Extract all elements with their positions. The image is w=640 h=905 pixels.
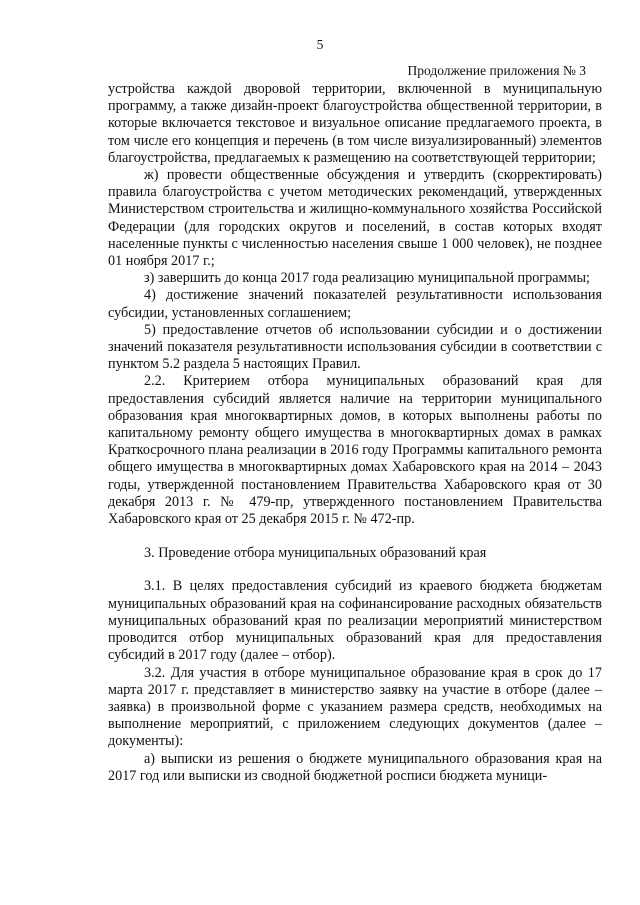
paragraph: 4) достижение значений показателей результативности использования субсидии, установленных соглашением; [108,287,602,321]
document-body [108,81,602,785]
paragraph: 3.2. Для участия в отборе муниципальное образование края в срок до 17 марта 2017 г. представляет в министерство заявку на участие в отборе (далее – заявка) в произвольной форме с указанием размера средств, необходимых на выполнение мероприятий, с приложением следующих документов (далее – документы): [108,664,602,750]
paragraph: 2.2. Критерием отбора муниципальных образований края для предоставления субсидий является наличие на территории муниципального образования края многоквартирных домов, в которых выполнены работы по капитальному ремонту общего имущества в многоквартирных домах в рамках Краткосрочного плана реализации в 2016 году Программы капитального ремонта общего имущества в многоквартирных домах Хабаровского края на 2014 – 2043 годы, утвержденной постановлением Правительства Хабаровского края от 30 декабря 2013 г. № 479-пр, утвержденного постановлением Правительства Хабаровского края от 25 декабря 2015 г. № 472-пр. [108,373,602,528]
paragraph: з) завершить до конца 2017 года реализацию муниципальной программы; [144,270,590,287]
paragraph: 3.1. В целях предоставления субсидий из краевого бюджета бюджетам муниципальных образований края на софинансирование расходных обязательств муниципальных образований края по реализации мероприятий министерством проводится отбор муниципальных образований края для предоставления субсидий в 2017 году (далее – отбор). [108,578,602,664]
paragraph: 5) предоставление отчетов об использовании субсидии и о достижении значений показателя результативности использования субсидии в соответствии с пунктом 5.2 раздела 5 настоящих Правил. [108,321,602,373]
section-heading: 3. Проведение отбора муниципальных образований края [144,545,487,562]
page-number: 5 [316,37,324,52]
paragraph: а) выписки из решения о бюджете муниципального образования края на 2017 год или выписки из сводной бюджетной росписи бюджета муници- [108,750,602,784]
appendix-header: Продолжение приложения № 3 [407,63,586,78]
paragraph: ж) провести общественные обсуждения и утвердить (скорректировать) правила благоустройства с учетом методических рекомендаций, утвержденных Министерством строительства и жилищно-коммунального хозяйства Российской Федерации (для городских округов и поселений, в состав которых входят населенные пункты с численностью населения свыше 1 000 человек), не позднее 01 ноября 2017 г.; [108,167,602,270]
paragraph: устройства каждой дворовой территории, включенной в муниципальную программу, а также дизайн-проект благоустройства общественной территории, в которые включается текстовое и визуальное описание предлагаемого проекта, в том числе его концепция и перечень (в том числе визуализированный) элементов благоустройства, предлагаемых к размещению на соответствующей территории; [108,81,602,166]
